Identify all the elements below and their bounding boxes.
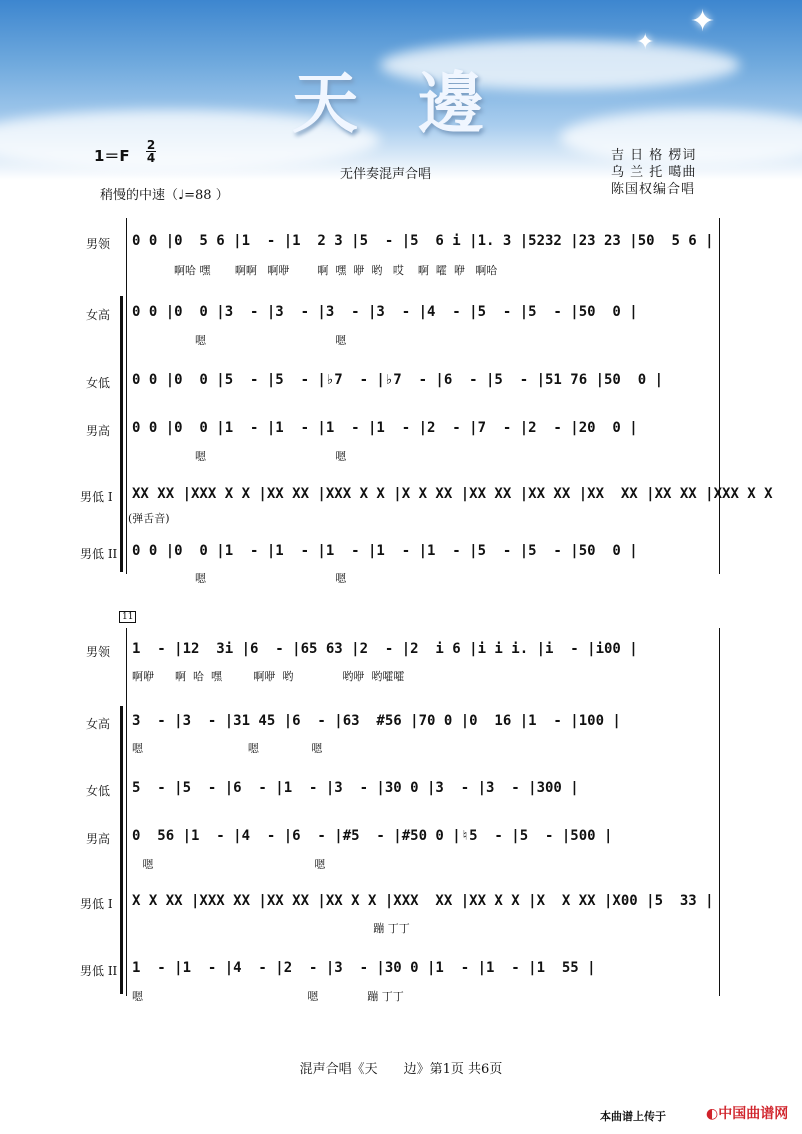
tempo-marking: 稍慢的中速（♩=88 ） [100,188,229,203]
time-bottom: 4 [146,151,156,165]
system-barline [126,628,127,996]
system-brace [120,296,123,572]
staff-notes: 0 0 |0 0 |3 - |3 - |3 - |3 - |4 - |5 - |5 - |50 0 | [132,304,638,320]
staff-notes: XX XX |XXX X X |XX XX |XXX X X |X X XX |XX XX |XX XX |XX XX |XX XX |XXX X X [132,486,773,502]
staff-lyrics: 嗯 嗯 蹦 丁丁 [132,990,404,1003]
part-name: 女高 [86,308,111,322]
logo-icon: ◐ [706,1106,719,1122]
staff-notes: 0 0 |0 0 |1 - |1 - |1 - |1 - |1 - |5 - |5 - |50 0 | [132,543,638,559]
staff-lyrics: 嗯 嗯 [132,450,347,463]
system-barline [719,218,720,574]
sparkle-icon: ✦ [636,30,655,55]
staff-notes: 1 - |12 3i |6 - |65 63 |2 - |2 i 6 |i i i. |i - |i00 | [132,641,638,657]
part-name: 男高 [86,424,111,438]
staff-lyrics: 啊哈 嘿 啊啊 啊咿 啊 嘿 咿 哟 哎 啊 嚯 咿 啊哈 [132,264,498,277]
logo-text: 中国曲谱网 [718,1106,789,1122]
page-title: 天邊 [292,64,544,142]
system-barline [126,218,127,574]
time-signature [146,139,156,164]
part-name: 女低 [86,784,111,798]
system-barline [719,628,720,996]
staff-notes: 0 56 |1 - |4 - |6 - |#5 - |#50 0 |♮5 - |5 - |500 | [132,828,613,844]
staff-notes: 0 0 |0 5 6 |1 - |1 2 3 |5 - |5 6 i |1. 3 |5232 |23 23 |50 5 6 | [132,233,714,249]
part-name: 男领 [86,237,111,251]
credit-composer: 乌 兰 托 噶曲 [611,165,697,180]
staff-notes: 5 - |5 - |6 - |1 - |3 - |30 0 |3 - |3 - |300 | [132,780,579,796]
sparkle-icon: ✦ [690,4,716,39]
upload-note: 本曲谱上传于 [600,1110,666,1123]
part-name: 女低 [86,376,111,390]
staff-lyrics: 嗯 嗯 嗯 [132,742,323,755]
staff-lyrics: (弹舌音) [128,512,170,525]
subtitle: 无伴奏混声合唱 [340,167,432,182]
staff-lyrics: 啊咿 啊 哈 嘿 啊咿 哟 哟咿 哟嚯嚯 [132,670,405,683]
credit-arranger: 陈国权编合唱 [611,182,696,197]
part-name: 男低 I [80,490,113,504]
staff-notes: 0 0 |0 0 |5 - |5 - |♭7 - |♭7 - |6 - |5 - |51 76 |50 0 | [132,372,664,388]
staff-lyrics: 嗯 嗯 [132,858,326,871]
part-name: 男领 [86,645,111,659]
measure-number: 11 [119,611,136,623]
site-logo[interactable] [706,1103,788,1123]
key-signature: 1＝F [94,147,130,165]
part-name: 男低 I [80,897,113,911]
staff-notes: 0 0 |0 0 |1 - |1 - |1 - |1 - |2 - |7 - |2 - |20 0 | [132,420,638,436]
credits [611,147,696,198]
staff-lyrics: 嗯 嗯 [132,572,347,585]
part-name: 男低 II [80,547,118,561]
part-name: 男低 II [80,964,118,978]
part-name: 男高 [86,832,111,846]
credit-lyricist: 吉 日 格 楞词 [611,148,697,163]
time-top: 2 [146,138,156,152]
system-brace [120,706,123,994]
staff-lyrics: 蹦 丁丁 [132,922,410,935]
staff-notes: 3 - |3 - |31 45 |6 - |63 #56 |70 0 |0 16 |1 - |100 | [132,713,621,729]
staff-lyrics: 嗯 嗯 [132,334,347,347]
part-name: 女高 [86,717,111,731]
page-footer: 混声合唱《天 边》第1页 共6页 [299,1062,503,1077]
staff-notes: X X XX |XXX XX |XX XX |XX X X |XXX XX |XX X X |X X XX |X00 |5 33 | [132,893,714,909]
staff-notes: 1 - |1 - |4 - |2 - |3 - |30 0 |1 - |1 - |1 55 | [132,960,596,976]
